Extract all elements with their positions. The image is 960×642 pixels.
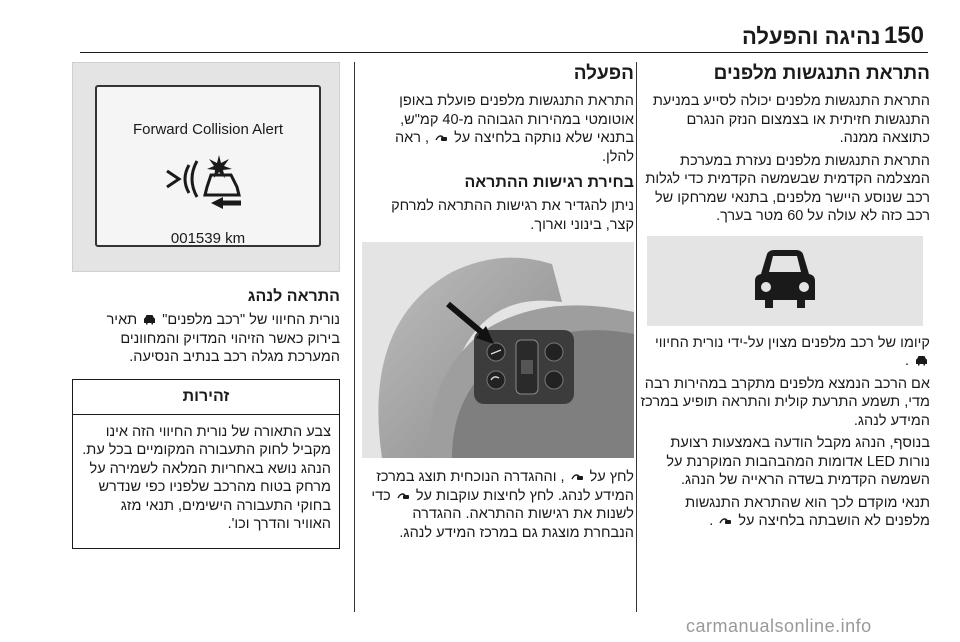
warning-text: צבע התאורה של נורית החיווי הזה אינו מקביל לחוק התעבורה המקומיים בכל עת. הנהג נושא באחריות המלאה לשמירה על מרחק בטוח מהרכב שלפניו כפי שנדרש בחוקי התעבורה הישימים, תנאי מזג האוויר והדרך וכו'.: [82, 423, 331, 532]
paragraph-with-icon: התראת התנגשות מלפנים פועלת באופן אוטומטי במהירות הגבוהה מ-40 קמ"ש, בתנאי שלא נותקה בלחיצה על , ראה להלן.: [394, 93, 634, 165]
paragraph-with-icon: קיומו של רכב מלפנים מצוין על-ידי נורית החיווי .: [654, 334, 930, 369]
driver-info-display: [95, 85, 321, 247]
car-ahead-icon: [143, 314, 156, 325]
section-title: התראת התנגשות מלפנים: [713, 63, 930, 84]
paragraph: התראת התנגשות מלפנים נעזרת במערכת המצלמה הקדמית שבשמשה הקדמית כדי לגלות רכב שנוסע היישר מלפנים, בתנאי שמרחקו של רכב כזה לא עולה על 60 מטר בערך.: [645, 152, 930, 224]
car-ahead-icon: [915, 355, 928, 366]
display-title: Forward Collision Alert: [132, 121, 284, 138]
collision-alert-button-icon: [435, 132, 448, 143]
steering-wheel-figure: [362, 242, 634, 458]
collision-alert-button-icon: [571, 471, 584, 482]
paragraph: בנוסף, הנהג מקבל הודעה באמצעות רצועת נורות LED אדומות המהבהבות המוקרנת על השמשה הקדמית בשדה הראייה של הנהג.: [666, 435, 930, 488]
page-number: 150: [883, 22, 924, 49]
subsection-title: בחירת רגישות ההתראה: [464, 174, 634, 191]
paragraph-with-icon: תנאי מוקדם לכך הוא שהתראת התנגשות מלפנים לא הושבתה בלחיצה על .: [685, 494, 930, 529]
steering-wheel-controls-illustration: [362, 242, 634, 458]
left-column: [72, 62, 340, 549]
paragraph-with-icon: נורית החיווי של "רכב מלפנים" תאיר בירוק כאשר הזיהוי המדויק והמחוונים המערכת מגלה רכב בנתיב הנסיעה.: [106, 312, 340, 365]
right-column: [640, 62, 930, 535]
paragraph: התראת התנגשות מלפנים יכולה לסייע במניעת התנגשות חזיתית או בצמצום הנזק הנגרם כתוצאה ממנה.: [652, 93, 930, 146]
running-title: נהיגה והפעלה: [742, 24, 881, 49]
warning-body: [73, 415, 339, 548]
forward-collision-alert-icon: [159, 151, 259, 211]
page-header: [0, 0, 960, 52]
watermark: carmanualsonline.info: [686, 616, 872, 636]
warning-title: זהירות: [73, 380, 339, 415]
column-divider-right: [636, 62, 637, 612]
column-divider-left: [354, 62, 355, 612]
section-title: הפעלה: [573, 63, 634, 84]
car-ahead-figure: [647, 236, 923, 326]
warning-box: [72, 379, 340, 549]
paragraph-with-icon: לחץ על , וההגדרה הנוכחית תוצג במרכז המידע לנהג. לחץ לחיצות עוקבות על כדי לשנות את רגישות ההתראה. ההגדרה הנבחרת מוצגת גם במרכז המידע לנהג.: [371, 469, 634, 541]
middle-column: [362, 62, 634, 546]
car-ahead-icon: [747, 242, 823, 318]
paragraph: ניתן להגדיר את רגישות ההתראה למרחק קצר, בינוני וארוך.: [391, 198, 634, 233]
collision-alert-button-icon: [719, 515, 732, 526]
collision-alert-button-icon: [397, 490, 410, 501]
paragraph: אם הרכב הנמצא מלפנים מתקרב במהירות רבה מדי, תשמע התרעת קולית והתראה תופיע במרכז המידע לנהג.: [640, 375, 930, 429]
odometer-readout: 001539 km: [170, 230, 246, 247]
display-figure: [72, 62, 340, 272]
subsection-title: התראה לנהג: [247, 288, 340, 305]
header-rule: [80, 52, 928, 53]
